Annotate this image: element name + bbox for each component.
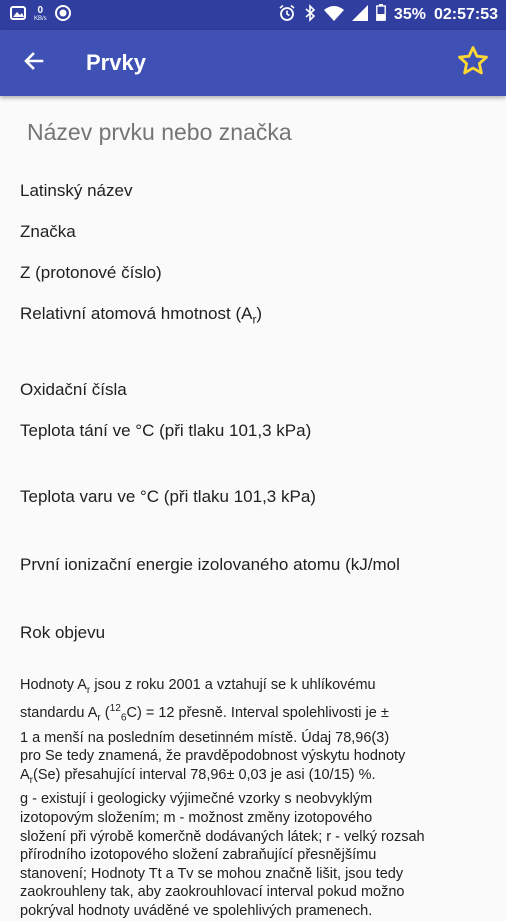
atomic-mass-close: ) [256, 304, 263, 323]
status-bar-right [278, 4, 498, 27]
note-sup: 12 [109, 703, 121, 715]
oxidation-states-label: Oxidační čísla [20, 380, 127, 399]
note-line: složení při výrobě komerčně dodávaných látek; r - velký rozsah [20, 828, 425, 845]
arrow-left-icon [22, 49, 46, 78]
status-bar-left [10, 5, 71, 26]
netspeed-value: 0 [37, 5, 44, 16]
symbol-label: Značka [20, 222, 76, 241]
note-line: pokrýval hodnoty uváděné ve spolehlivých pramenech. [20, 903, 373, 920]
note-sub: r [97, 713, 101, 725]
note-sub: r [29, 774, 34, 786]
note-sub: 6 [120, 713, 127, 725]
footnote [20, 676, 492, 921]
note-text: ( [100, 705, 110, 722]
note-line: přírodního izotopového složení zabraňující přesnějšímu [20, 847, 377, 864]
wifi-icon [324, 5, 344, 26]
note-line [20, 676, 492, 700]
note-text: C) = 12 přesně. Interval spolehlivosti je ± [126, 705, 389, 722]
battery-icon [376, 4, 386, 26]
page-title: Prvky [86, 50, 146, 75]
boiling-point-label: Teplota varu ve °C (při tlaku 101,3 kPa) [20, 487, 316, 506]
back-button[interactable] [10, 39, 58, 87]
favorite-button[interactable] [449, 39, 497, 87]
record-icon [55, 5, 71, 26]
atomic-mass-sub: r [252, 312, 257, 327]
note-line: 1 a menší na posledním desetinném místě. Údaj 78,96(3) [20, 729, 390, 746]
atomic-mass-label [20, 304, 262, 326]
note-text: (Se) přesahující interval 78,96± 0,03 je asi (10/15) %. [33, 766, 376, 783]
netspeed-icon [34, 6, 47, 24]
note-sub: r [86, 684, 91, 696]
note-text: A [20, 766, 30, 783]
atomic-number-label: Z (protonové číslo) [20, 263, 162, 282]
note-text: Hodnoty A [20, 677, 87, 693]
note-text: jsou z roku 2001 a vztahují se k uhlíkovému [90, 677, 376, 693]
netspeed-unit: KB/s [34, 16, 47, 22]
note-text: standardu A [20, 705, 98, 722]
status-bar [0, 0, 506, 30]
latin-name-label: Latinský název [20, 181, 133, 200]
note-line: izotopovým složením; m - možnost změny izotopového [20, 810, 373, 827]
note-line [20, 700, 492, 728]
signal-icon [352, 5, 368, 26]
clock: 02:57:53 [433, 6, 498, 23]
note-line [20, 766, 492, 790]
note-line: pro Se tedy znamená, že pravděpodobnost výskytu hodnoty [20, 748, 406, 765]
element-search-input[interactable] [25, 118, 489, 147]
bluetooth-icon [304, 4, 316, 27]
battery-percent: 35% [393, 6, 426, 23]
discovery-year-label: Rok objevu [20, 623, 106, 642]
melting-point-label: Teplota tání ve °C (při tlaku 101,3 kPa) [20, 421, 312, 440]
note-line: g - existují i geologicky výjimečné vzorky s neobvyklým [20, 791, 373, 808]
atomic-mass-text: Relativní atomová hmotnost (A [20, 304, 253, 323]
alarm-icon [278, 4, 296, 27]
star-outline-icon [456, 44, 490, 83]
element-detail [0, 96, 506, 920]
note-line: zaokrouhleny tak, aby zaokrouhlovací interval pokud možno [20, 884, 405, 901]
photo-icon [10, 5, 26, 26]
app-bar [0, 30, 506, 96]
ionization-energy-label: První ionizační energie izolovaného atomu (kJ/mol [20, 555, 400, 574]
note-line: stanovení; Hodnoty Tt a Tv se mohou značně lišit, jsou tedy [20, 865, 404, 882]
